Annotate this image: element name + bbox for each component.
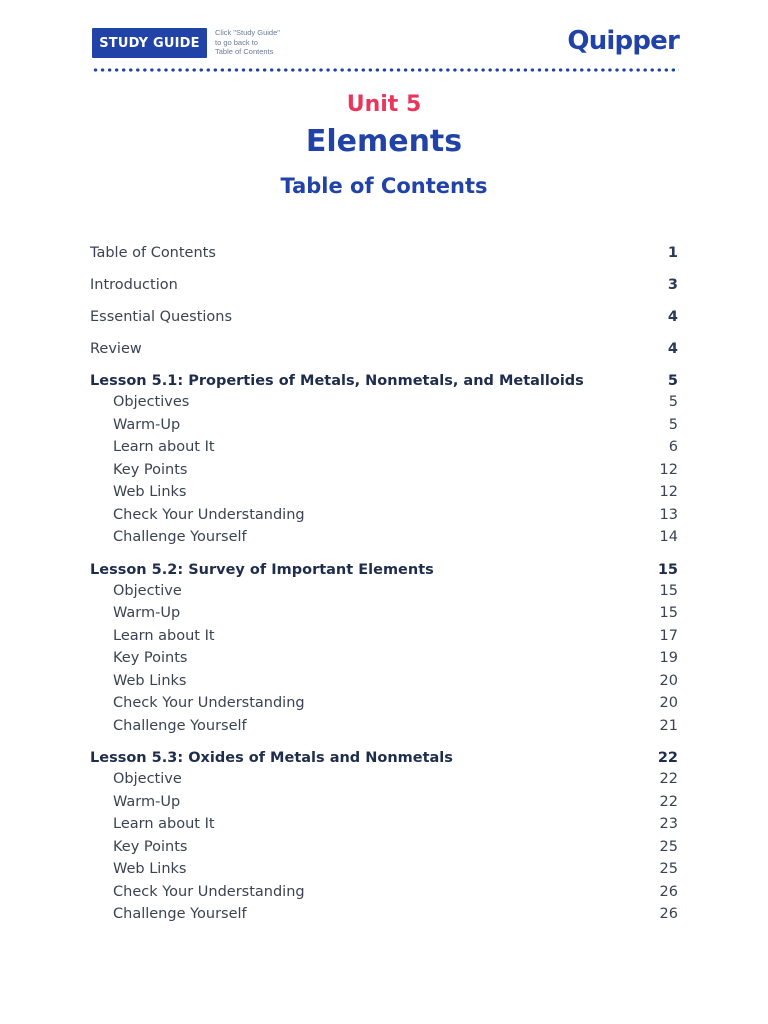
toc-entry-label: Lesson 5.3: Oxides of Metals and Nonmetals xyxy=(90,750,453,766)
toc-entry[interactable] xyxy=(90,304,678,336)
page-title: Elements xyxy=(305,124,463,159)
toc-heading: Table of Contents xyxy=(280,174,488,198)
toc-entry-label: Challenge Yourself xyxy=(113,717,247,734)
table-of-contents xyxy=(90,240,678,934)
toc-entry-label: Check Your Understanding xyxy=(113,506,305,523)
toc-page-number: 4 xyxy=(667,309,678,325)
toc-subentry[interactable] xyxy=(90,813,678,836)
toc-entry-label: Essential Questions xyxy=(90,309,233,325)
toc-page-number: 3 xyxy=(667,277,678,293)
toc-entry-label: Key Points xyxy=(113,650,188,666)
toc-subentry[interactable] xyxy=(90,414,678,437)
toc-page-number: 22 xyxy=(659,771,678,787)
dotted-divider xyxy=(92,68,679,72)
toc-entry-label: Challenge Yourself xyxy=(113,529,247,545)
toc-subentry[interactable] xyxy=(90,692,678,715)
toc-subentry[interactable] xyxy=(90,715,678,738)
toc-entry-label: Check Your Understanding xyxy=(113,883,305,900)
toc-page-number: 5 xyxy=(668,416,678,433)
toc-subentry[interactable] xyxy=(90,858,678,881)
toc-page-number: 20 xyxy=(659,695,678,711)
toc-subentry[interactable] xyxy=(90,602,678,625)
toc-subentry[interactable] xyxy=(90,625,678,648)
toc-entry-label: Warm-Up xyxy=(113,605,181,621)
toc-lesson-entry[interactable] xyxy=(90,368,678,391)
toc-lesson-group xyxy=(90,745,678,926)
toc-entry-label: Key Points xyxy=(113,838,188,855)
toc-entry-label: Learn about It xyxy=(113,627,215,644)
toc-entry-label: Objectives xyxy=(113,394,190,410)
toc-entry-label: Objective xyxy=(113,582,182,599)
toc-page-number: 15 xyxy=(657,561,678,578)
toc-subentry[interactable] xyxy=(90,436,678,459)
toc-entry[interactable] xyxy=(90,272,678,304)
toc-lesson-entry[interactable] xyxy=(90,557,678,580)
toc-page-number: 25 xyxy=(659,861,678,877)
toc-entry-label: Introduction xyxy=(90,277,178,293)
toc-subentry[interactable] xyxy=(90,481,678,504)
toc-page-number: 19 xyxy=(659,650,678,666)
toc-entry-label: Learn about It xyxy=(113,816,215,832)
study-guide-hint xyxy=(215,28,335,57)
toc-page-number: 21 xyxy=(659,717,678,734)
toc-page-number: 25 xyxy=(659,838,678,855)
toc-subentry[interactable] xyxy=(90,647,678,670)
toc-page-number: 15 xyxy=(659,582,678,599)
toc-lesson-group xyxy=(90,368,678,549)
toc-page-number: 4 xyxy=(667,341,678,357)
toc-page-number: 22 xyxy=(657,750,678,766)
toc-subentry[interactable] xyxy=(90,836,678,859)
toc-subentry[interactable] xyxy=(90,768,678,791)
toc-page-number: 1 xyxy=(667,245,678,261)
toc-entry[interactable] xyxy=(90,240,678,272)
toc-entry-label: Web Links xyxy=(113,861,187,877)
toc-subentry[interactable] xyxy=(90,459,678,482)
toc-page-number: 6 xyxy=(668,439,678,455)
study-guide-button[interactable]: STUDY GUIDE xyxy=(92,28,207,58)
toc-subentry[interactable] xyxy=(90,580,678,603)
page-header xyxy=(0,0,768,80)
toc-entry-label: Learn about It xyxy=(113,439,215,455)
hint-line: Table of Contents xyxy=(215,47,274,56)
toc-page-number: 17 xyxy=(659,627,678,644)
hint-line: Click "Study Guide" xyxy=(215,28,280,37)
toc-subentry[interactable] xyxy=(90,670,678,693)
toc-page-number: 26 xyxy=(659,906,678,922)
toc-page-number: 5 xyxy=(668,394,678,410)
toc-entry-label: Challenge Yourself xyxy=(113,906,247,922)
toc-entry-label: Objective xyxy=(113,771,182,787)
toc-page-number: 20 xyxy=(659,672,678,689)
toc-entry-label: Warm-Up xyxy=(113,793,181,810)
toc-entry-label: Lesson 5.1: Properties of Metals, Nonmetals, and Metalloids xyxy=(90,373,584,389)
unit-label: Unit 5 xyxy=(346,92,422,117)
toc-entry-label: Warm-Up xyxy=(113,416,181,433)
toc-subentry[interactable] xyxy=(90,504,678,527)
toc-entry-label: Table of Contents xyxy=(90,245,216,261)
toc-entry[interactable] xyxy=(90,336,678,368)
toc-page-number: 23 xyxy=(659,816,678,832)
toc-entry-label: Lesson 5.2: Survey of Important Elements xyxy=(90,561,434,578)
quipper-logo: Quipper xyxy=(567,26,679,56)
toc-page-number: 26 xyxy=(659,883,678,900)
toc-subentry[interactable] xyxy=(90,391,678,414)
toc-entry-label: Check Your Understanding xyxy=(113,695,305,711)
toc-page-number: 14 xyxy=(659,529,678,545)
toc-page-number: 22 xyxy=(659,793,678,810)
toc-page-number: 13 xyxy=(659,506,678,523)
toc-entry-label: Web Links xyxy=(113,484,187,500)
toc-subentry[interactable] xyxy=(90,881,678,904)
hint-line: to go back to xyxy=(215,37,258,47)
toc-page-number: 15 xyxy=(659,605,678,621)
toc-subentry[interactable] xyxy=(90,791,678,814)
toc-lesson-entry[interactable] xyxy=(90,745,678,768)
toc-page-number: 5 xyxy=(667,373,678,389)
toc-subentry[interactable] xyxy=(90,526,678,549)
toc-page-number: 12 xyxy=(659,461,678,478)
toc-page-number: 12 xyxy=(659,484,678,500)
toc-lesson-group xyxy=(90,557,678,738)
toc-subentry[interactable] xyxy=(90,903,678,926)
toc-entry-label: Review xyxy=(90,341,142,357)
toc-entry-label: Key Points xyxy=(113,461,188,478)
toc-entry-label: Web Links xyxy=(113,672,187,689)
